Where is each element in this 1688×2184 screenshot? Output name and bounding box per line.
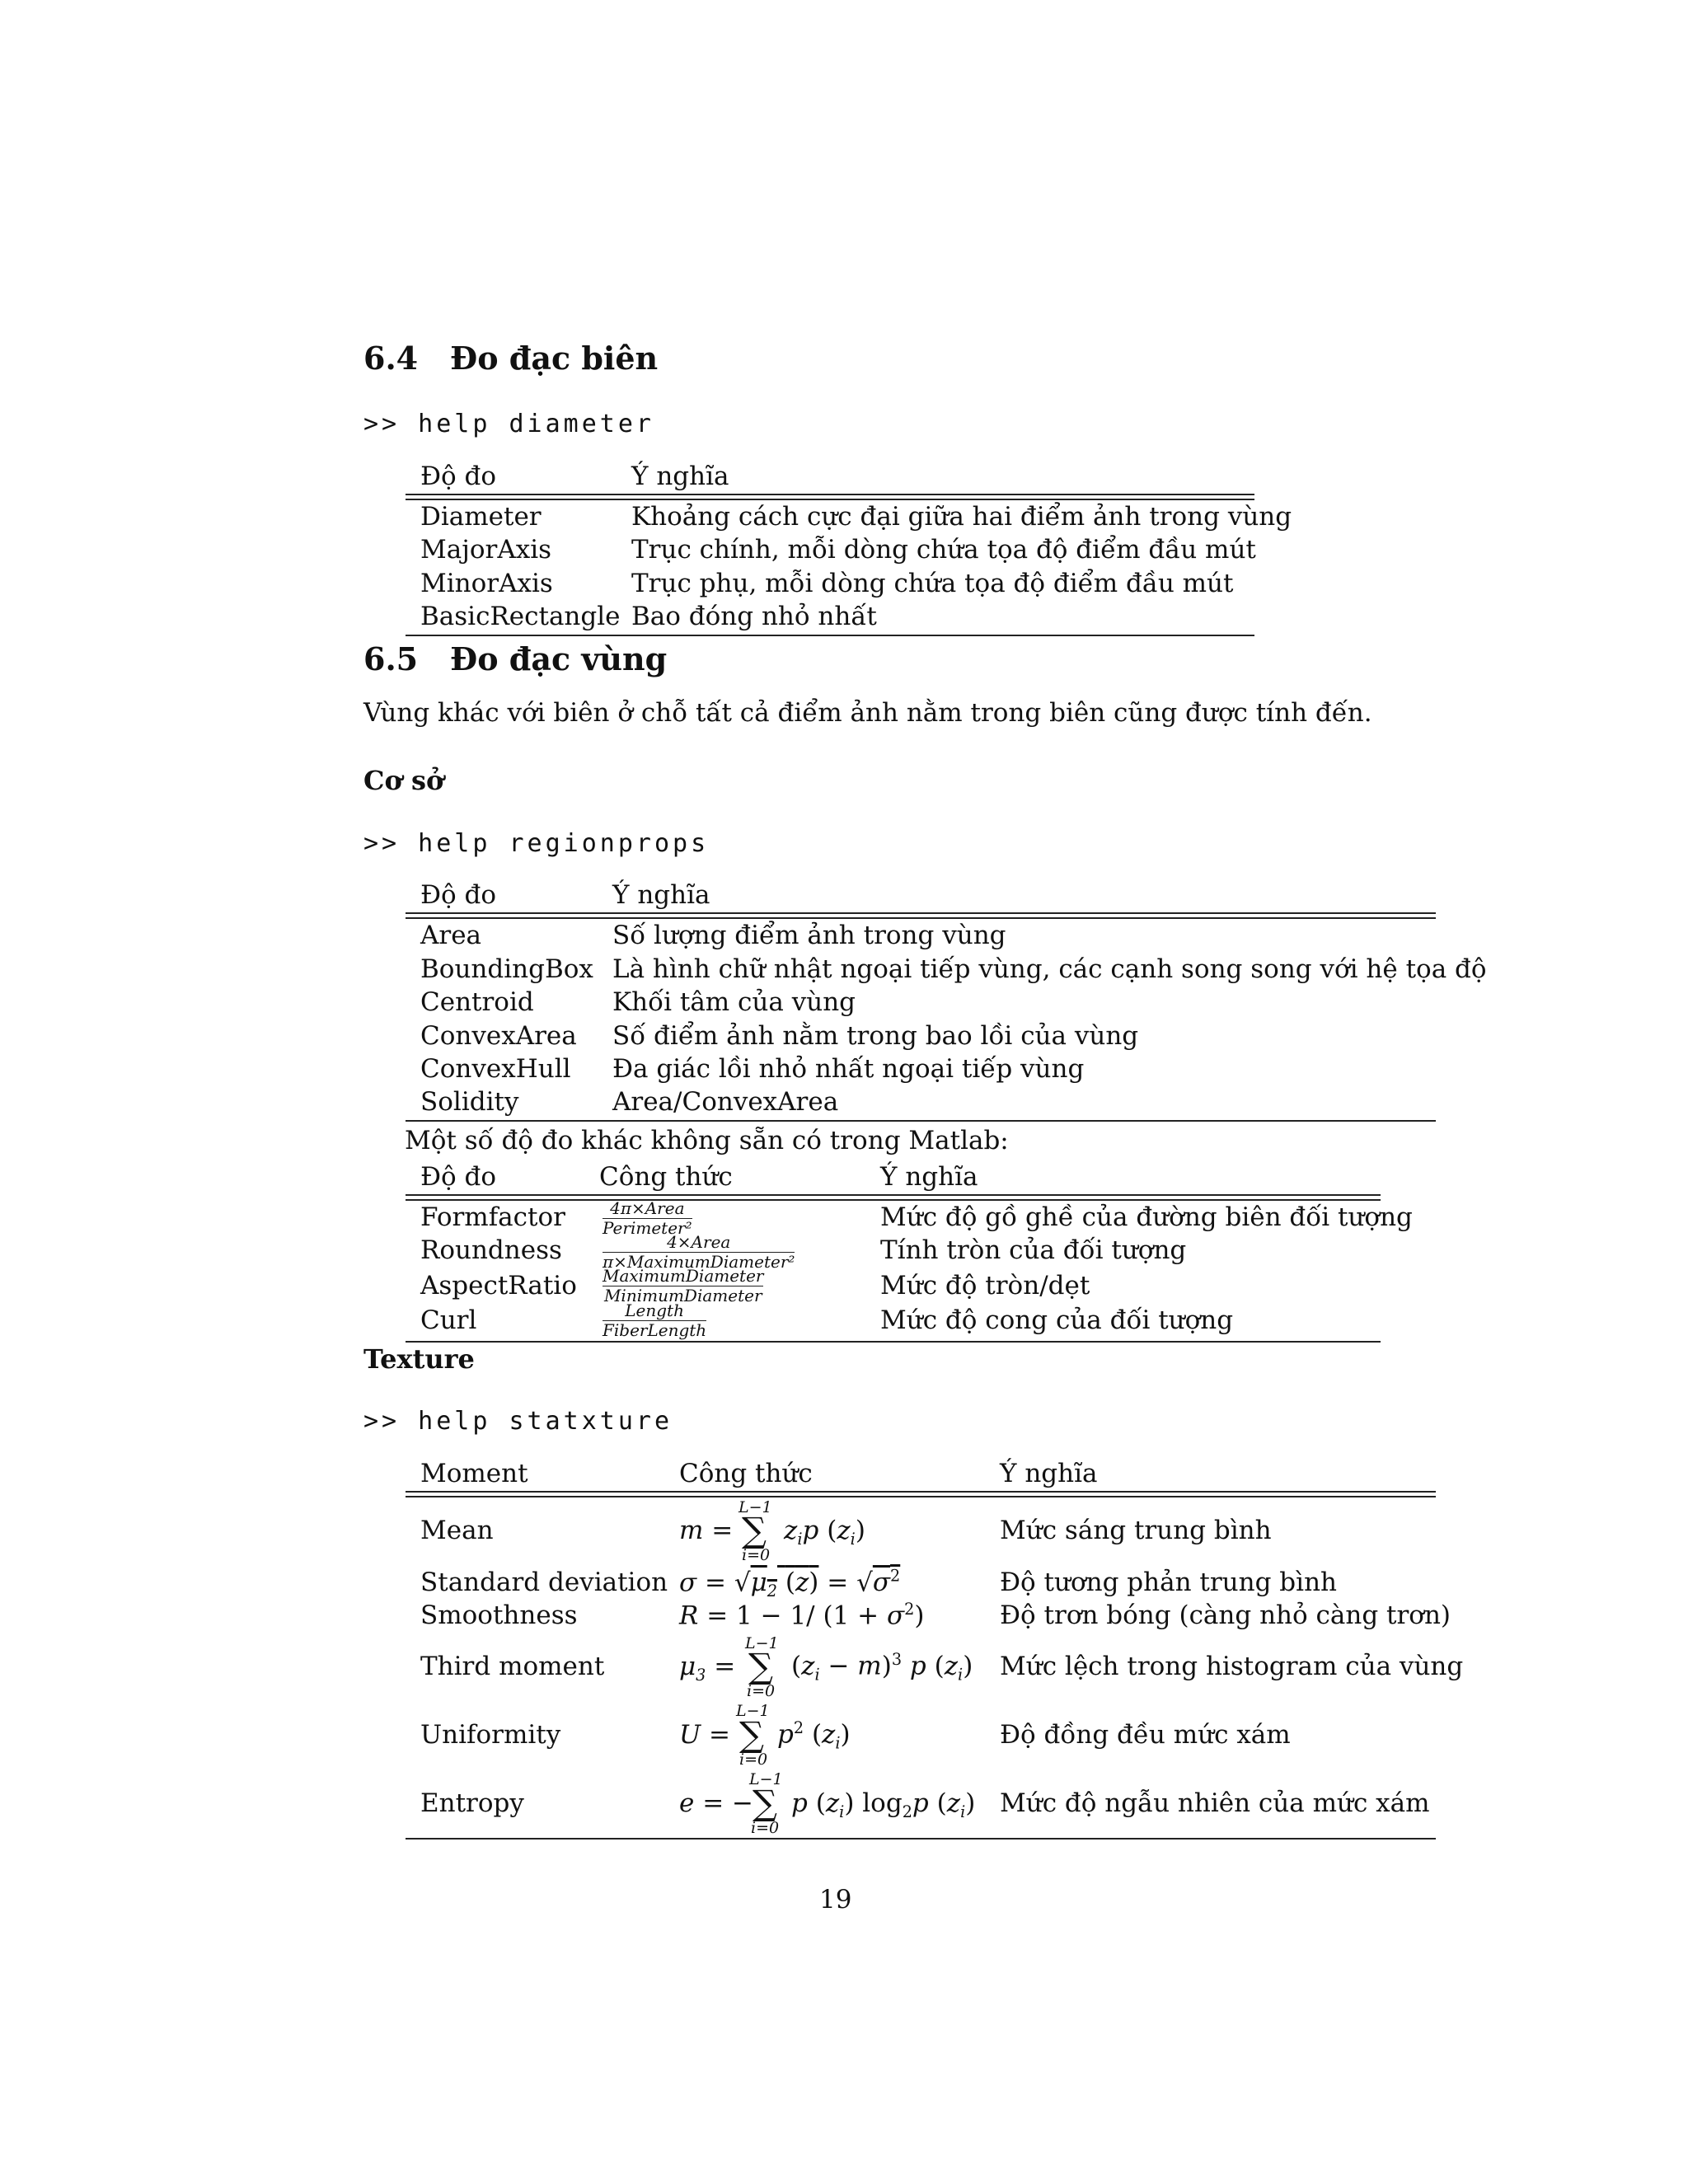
- denominator: MinimumDiameter: [603, 1286, 762, 1305]
- table-header: Độ đo: [420, 462, 497, 491]
- document-page: 6.4 Đo đạc biên >> help diameter Độ đo Ý nghĩa Diameter Khoảng cách cực đại giữa hai điểm ảnh trong vùng MajorAxis Trục chính, mỗi dòng chứa tọa độ điểm đầu mút MinorAxis Trục phụ, mỗi dòng chứa tọa độ điểm đầu mút BasicRectangle Bao đóng nhỏ nhất 6.5 Đo đạc vùng Vùng khác với biên ở chỗ tất cả điểm ảnh nằm trong biên cũng được tính đến. Cơ sở >> help regionprops Độ đo Ý nghĩa Area Số lượng điểm ảnh trong vùng BoundingBox Là hình chữ nhật ngoại tiếp vùng, các cạnh song song với hệ tọa độ Centroid Khối tâm của vùng ConvexArea Số điểm ảnh nằm trong bao lồi của vùng ConvexHull Đa giác lồi nhỏ nhất ngoại tiếp vùng Solidity Area/ConvexArea Một số độ đo khác không sẵn có trong Matlab: Độ đo Công thức Ý nghĩa Formfactor 4π×Area Perimeter² Mức độ gồ ghề của đường biên đối tượng Roundness 4×Area π×MaximumDiameter² Tính tròn của đối tượng AspectRatio MaximumDiameter MinimumDiameter Mức độ tròn/dẹt Curl Length FiberLength Mức độ cong của đối tượng Texture >> help statxture Moment Công thức Ý nghĩa Mean L−1 m = ∑ $z_ip$ $(z_i)$ i=0 Mức sáng trung bình Standard deviation $\sigma = √\mu_2$ $(z) = √\sigma^2$ Độ tương phản trung bình Smoothness R = 1 − 1/ $(1 + \sigma^2)$ Độ trơn bóng (càng nhỏ càng trơn) Third moment L−1 $\mu_3$ = ∑ $(z_i - m)^3$ p $(z_i)$ i=0 Mức lệch trong histogram của vùng Uniformity L−1 U = ∑ $p^2$ $(z_i)$ i=0 Độ đồng đều mức xám Entropy L−1 e = − ∑ p $(z_i)$ $\log_2p$ $(z_i)$ i=0 Mức độ ngẫu nhiên của mức xám 19: [363, 340, 1487, 1915]
- table-cell: Mức sáng trung bình: [1000, 1516, 1272, 1545]
- table-cell: Độ đồng đều mức xám: [1000, 1720, 1291, 1750]
- section-number: 6.5: [363, 640, 419, 677]
- header-rule: [406, 1491, 1436, 1493]
- table-cell: Tính tròn của đối tượng: [880, 1235, 1187, 1265]
- formula-std: $\sigma = √\mu_2$ $(z) = √\sigma^2$: [679, 1567, 901, 1601]
- table-cell: ConvexArea: [420, 1021, 577, 1051]
- subheading-texture: Texture: [363, 1343, 475, 1375]
- intro-paragraph: Vùng khác với biên ở chỗ tất cả điểm ảnh nằm trong biên cũng được tính đến.: [363, 698, 1372, 728]
- table-cell: Bao đóng nhỏ nhất: [631, 602, 877, 631]
- formula-curl: [603, 1302, 706, 1339]
- table-cell: Số lượng điểm ảnh trong vùng: [612, 921, 1006, 950]
- other-measures-caption: Một số độ đo khác không sẵn có trong Matlab:: [405, 1126, 1009, 1155]
- table-header: Ý nghĩa: [880, 1162, 978, 1192]
- table-cell: Độ trơn bóng (càng nhỏ càng trơn): [1000, 1601, 1451, 1630]
- header-rule: [406, 494, 1254, 495]
- table-cell: Diameter: [420, 502, 542, 532]
- formula-aspectratio: [603, 1268, 763, 1305]
- table-cell: Solidity: [420, 1087, 519, 1117]
- table-cell: Third moment: [420, 1652, 605, 1681]
- header-rule: [406, 917, 1436, 919]
- denominator: Perimeter²: [603, 1218, 692, 1238]
- section-heading-6-4: [363, 340, 658, 377]
- table-cell: BoundingBox: [420, 954, 593, 984]
- table-header: Ý nghĩa: [631, 462, 729, 491]
- command-help-statxture: >> help statxture: [363, 1407, 673, 1436]
- table-cell: BasicRectangle: [420, 602, 621, 631]
- table-cell: Trục chính, mỗi dòng chứa tọa độ điểm đầu mút: [631, 535, 1256, 565]
- bottom-rule: [406, 1120, 1436, 1122]
- numerator: 4π×Area: [610, 1198, 685, 1218]
- table-cell: Mức độ gồ ghề của đường biên đối tượng: [880, 1202, 1413, 1232]
- table-cell: Area: [420, 921, 482, 950]
- numerator: 4×Area: [667, 1232, 731, 1252]
- section-heading-6-5: [363, 640, 667, 677]
- table-header: Công thức: [599, 1162, 733, 1192]
- table-header: Moment: [420, 1459, 528, 1488]
- table-cell: Mức độ cong của đối tượng: [880, 1305, 1234, 1335]
- table-cell: Là hình chữ nhật ngoại tiếp vùng, các cạnh song song với hệ tọa độ: [612, 954, 1487, 984]
- table-cell: Đa giác lồi nhỏ nhất ngoại tiếp vùng: [612, 1054, 1085, 1084]
- table-cell: MajorAxis: [420, 535, 552, 565]
- table-cell: Formfactor: [420, 1202, 565, 1232]
- table-header: Độ đo: [420, 1162, 497, 1192]
- numerator: Length: [625, 1301, 684, 1320]
- header-rule: [406, 1496, 1436, 1497]
- table-cell: Smoothness: [420, 1601, 578, 1630]
- formula-smoothness: R = 1 − 1/ $(1 + \sigma^2)$: [679, 1600, 925, 1631]
- command-help-regionprops: >> help regionprops: [363, 829, 710, 858]
- table-cell: Centroid: [420, 987, 534, 1017]
- page-number: 19: [819, 1885, 852, 1915]
- table-cell: Khối tâm của vùng: [612, 987, 856, 1017]
- table-cell: Standard deviation: [420, 1568, 668, 1597]
- table-header: Công thức: [679, 1459, 813, 1488]
- header-rule: [406, 912, 1436, 914]
- bottom-rule: [406, 1341, 1381, 1343]
- table-cell: Uniformity: [420, 1720, 561, 1750]
- denominator: FiberLength: [603, 1320, 707, 1340]
- table-cell: Số điểm ảnh nằm trong bao lồi của vùng: [612, 1021, 1139, 1051]
- table-cell: Trục phụ, mỗi dòng chứa tọa độ điểm đầu mút: [631, 569, 1234, 598]
- bottom-rule: [406, 1838, 1436, 1840]
- table-cell: Area/ConvexArea: [612, 1087, 839, 1117]
- table-cell: Khoảng cách cực đại giữa hai điểm ảnh trong vùng: [631, 502, 1292, 532]
- subheading-coso: Cơ sở: [363, 765, 444, 796]
- table-cell: Mức độ ngẫu nhiên của mức xám: [1000, 1788, 1430, 1818]
- bottom-rule: [406, 635, 1254, 636]
- table-cell: Roundness: [420, 1235, 562, 1265]
- header-rule: [406, 1199, 1381, 1201]
- header-rule: [406, 499, 1254, 500]
- command-help-diameter: >> help diameter: [363, 410, 654, 438]
- table-cell: MinorAxis: [420, 569, 553, 598]
- section-title: Đo đạc biên: [450, 340, 659, 377]
- table-cell: Curl: [420, 1305, 477, 1335]
- table-header: Độ đo: [420, 880, 497, 910]
- table-cell: Mức lệch trong histogram của vùng: [1000, 1652, 1464, 1681]
- denominator: π×MaximumDiameter²: [603, 1252, 795, 1272]
- table-cell: Mean: [420, 1516, 494, 1545]
- section-title: Đo đạc vùng: [450, 640, 668, 677]
- header-rule: [406, 1194, 1381, 1196]
- table-cell: AspectRatio: [420, 1271, 577, 1301]
- table-cell: Độ tương phản trung bình: [1000, 1568, 1337, 1597]
- table-header: Ý nghĩa: [1000, 1459, 1098, 1488]
- numerator: MaximumDiameter: [603, 1266, 764, 1286]
- table-cell: ConvexHull: [420, 1054, 571, 1084]
- table-cell: Mức độ tròn/dẹt: [880, 1271, 1090, 1301]
- section-number: 6.4: [363, 340, 419, 377]
- table-cell: Entropy: [420, 1788, 524, 1818]
- table-header: Ý nghĩa: [612, 880, 710, 910]
